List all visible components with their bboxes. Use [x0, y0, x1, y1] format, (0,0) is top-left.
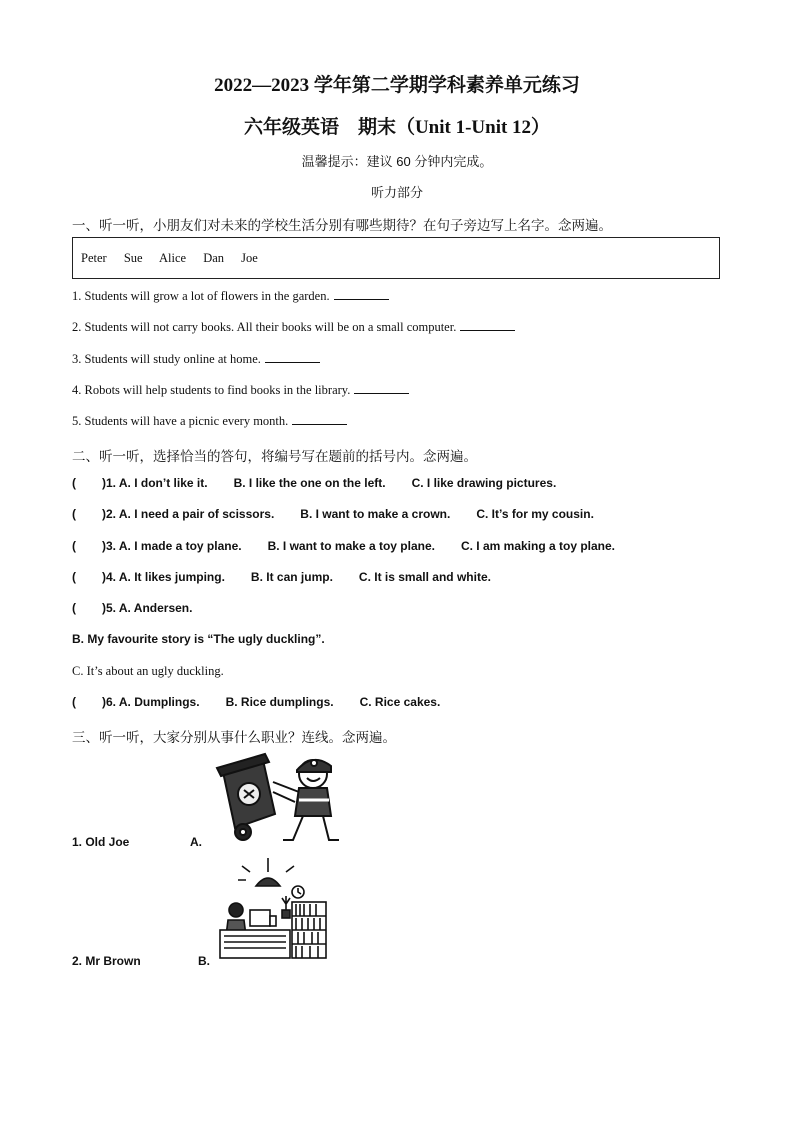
- name-item: Dan: [203, 251, 225, 265]
- option-c: C. Rice cakes.: [359, 695, 441, 709]
- time-tip: 温馨提示：建议 60 分钟内完成。: [301, 154, 493, 169]
- answer-paren[interactable]: (: [72, 507, 76, 521]
- s2-question-2: [72, 507, 594, 521]
- answer-blank[interactable]: [292, 414, 347, 425]
- section2-heading: 二、听一听，选择恰当的答句，将编号写在题前的括号内。念两遍。: [72, 449, 477, 464]
- name-item: Joe: [241, 251, 258, 265]
- answer-paren[interactable]: (: [72, 539, 76, 553]
- s1-item-4: [72, 383, 409, 398]
- option-a: )3. A. I made a toy plane.: [102, 539, 242, 553]
- s1-item-5: [72, 414, 347, 429]
- answer-paren[interactable]: (: [72, 570, 76, 584]
- option-b: B. Rice dumplings.: [225, 695, 334, 709]
- option-a: )6. A. Dumplings.: [102, 695, 200, 709]
- s2-question-3: [72, 539, 615, 553]
- s1-item-text: 2. Students will not carry books. All their books will be on a small computer.: [72, 320, 457, 334]
- s2-question-5: [72, 601, 192, 615]
- person-mr-brown: 2. Mr Brown: [72, 954, 141, 968]
- option-b: B. It can jump.: [250, 570, 333, 584]
- s2-q5-option-b: B. My favourite story is “The ugly duckling”.: [72, 632, 325, 646]
- answer-blank[interactable]: [460, 320, 515, 331]
- answer-paren[interactable]: (: [72, 476, 76, 490]
- s1-item-text: 1. Students will grow a lot of flowers in the garden.: [72, 289, 330, 303]
- exam-title: 2022—2023 学年第二学期学科素养单元练习: [214, 75, 580, 96]
- person-old-joe: 1. Old Joe: [72, 835, 130, 849]
- listening-part-label: 听力部分: [370, 185, 423, 200]
- answer-paren[interactable]: (: [72, 695, 76, 709]
- answer-blank[interactable]: [334, 289, 389, 300]
- s1-item-3: [72, 352, 320, 367]
- name-item: Peter: [81, 251, 107, 265]
- exam-subtitle: 六年级英语 期末（Unit 1-Unit 12）: [243, 117, 551, 138]
- answer-blank[interactable]: [265, 352, 320, 363]
- section1-heading: 一、听一听，小朋友们对未来的学校生活分别有哪些期待？在句子旁边写上名字。念两遍。: [72, 218, 612, 233]
- s2-question-6: [72, 695, 440, 709]
- name-item: Alice: [159, 251, 187, 265]
- answer-blank[interactable]: [354, 383, 409, 394]
- s1-item-1: [72, 289, 389, 304]
- option-a: )4. A. It likes jumping.: [102, 570, 225, 584]
- s1-item-2: [72, 320, 515, 335]
- s2-question-4: [72, 570, 491, 584]
- option-c: C. I like drawing pictures.: [411, 476, 557, 490]
- option-c: C. I am making a toy plane.: [460, 539, 616, 553]
- s1-item-text: 5. Students will have a picnic every month.: [72, 414, 289, 428]
- option-a: )2. A. I need a pair of scissors.: [102, 507, 275, 521]
- s1-item-text: 3. Students will study online at home.: [72, 352, 261, 366]
- option-c: C. It’s for my cousin.: [476, 507, 594, 521]
- s2-question-1: [72, 476, 556, 490]
- s2-q5-option-c: C. It’s about an ugly duckling.: [72, 664, 224, 678]
- option-a: )5. A. Andersen.: [102, 601, 193, 615]
- option-b: B. I want to make a crown.: [300, 507, 451, 521]
- picture-label-b: B.: [198, 954, 210, 968]
- answer-paren[interactable]: (: [72, 601, 76, 615]
- option-b: B. I want to make a toy plane.: [267, 539, 435, 553]
- librarian-image: [212, 858, 330, 962]
- picture-label-a: A.: [190, 835, 202, 849]
- name-item: Sue: [123, 251, 143, 265]
- name-list: [81, 251, 272, 266]
- option-a: )1. A. I don’t like it.: [102, 476, 208, 490]
- garbage-collector-image: [203, 752, 343, 844]
- s1-item-text: 4. Robots will help students to find books in the library.: [72, 383, 351, 397]
- option-c: C. It is small and white.: [358, 570, 491, 584]
- option-b: B. I like the one on the left.: [233, 476, 386, 490]
- name-box: [72, 237, 720, 279]
- section3-heading: 三、听一听，大家分别从事什么职业？连线。念两遍。: [72, 730, 396, 745]
